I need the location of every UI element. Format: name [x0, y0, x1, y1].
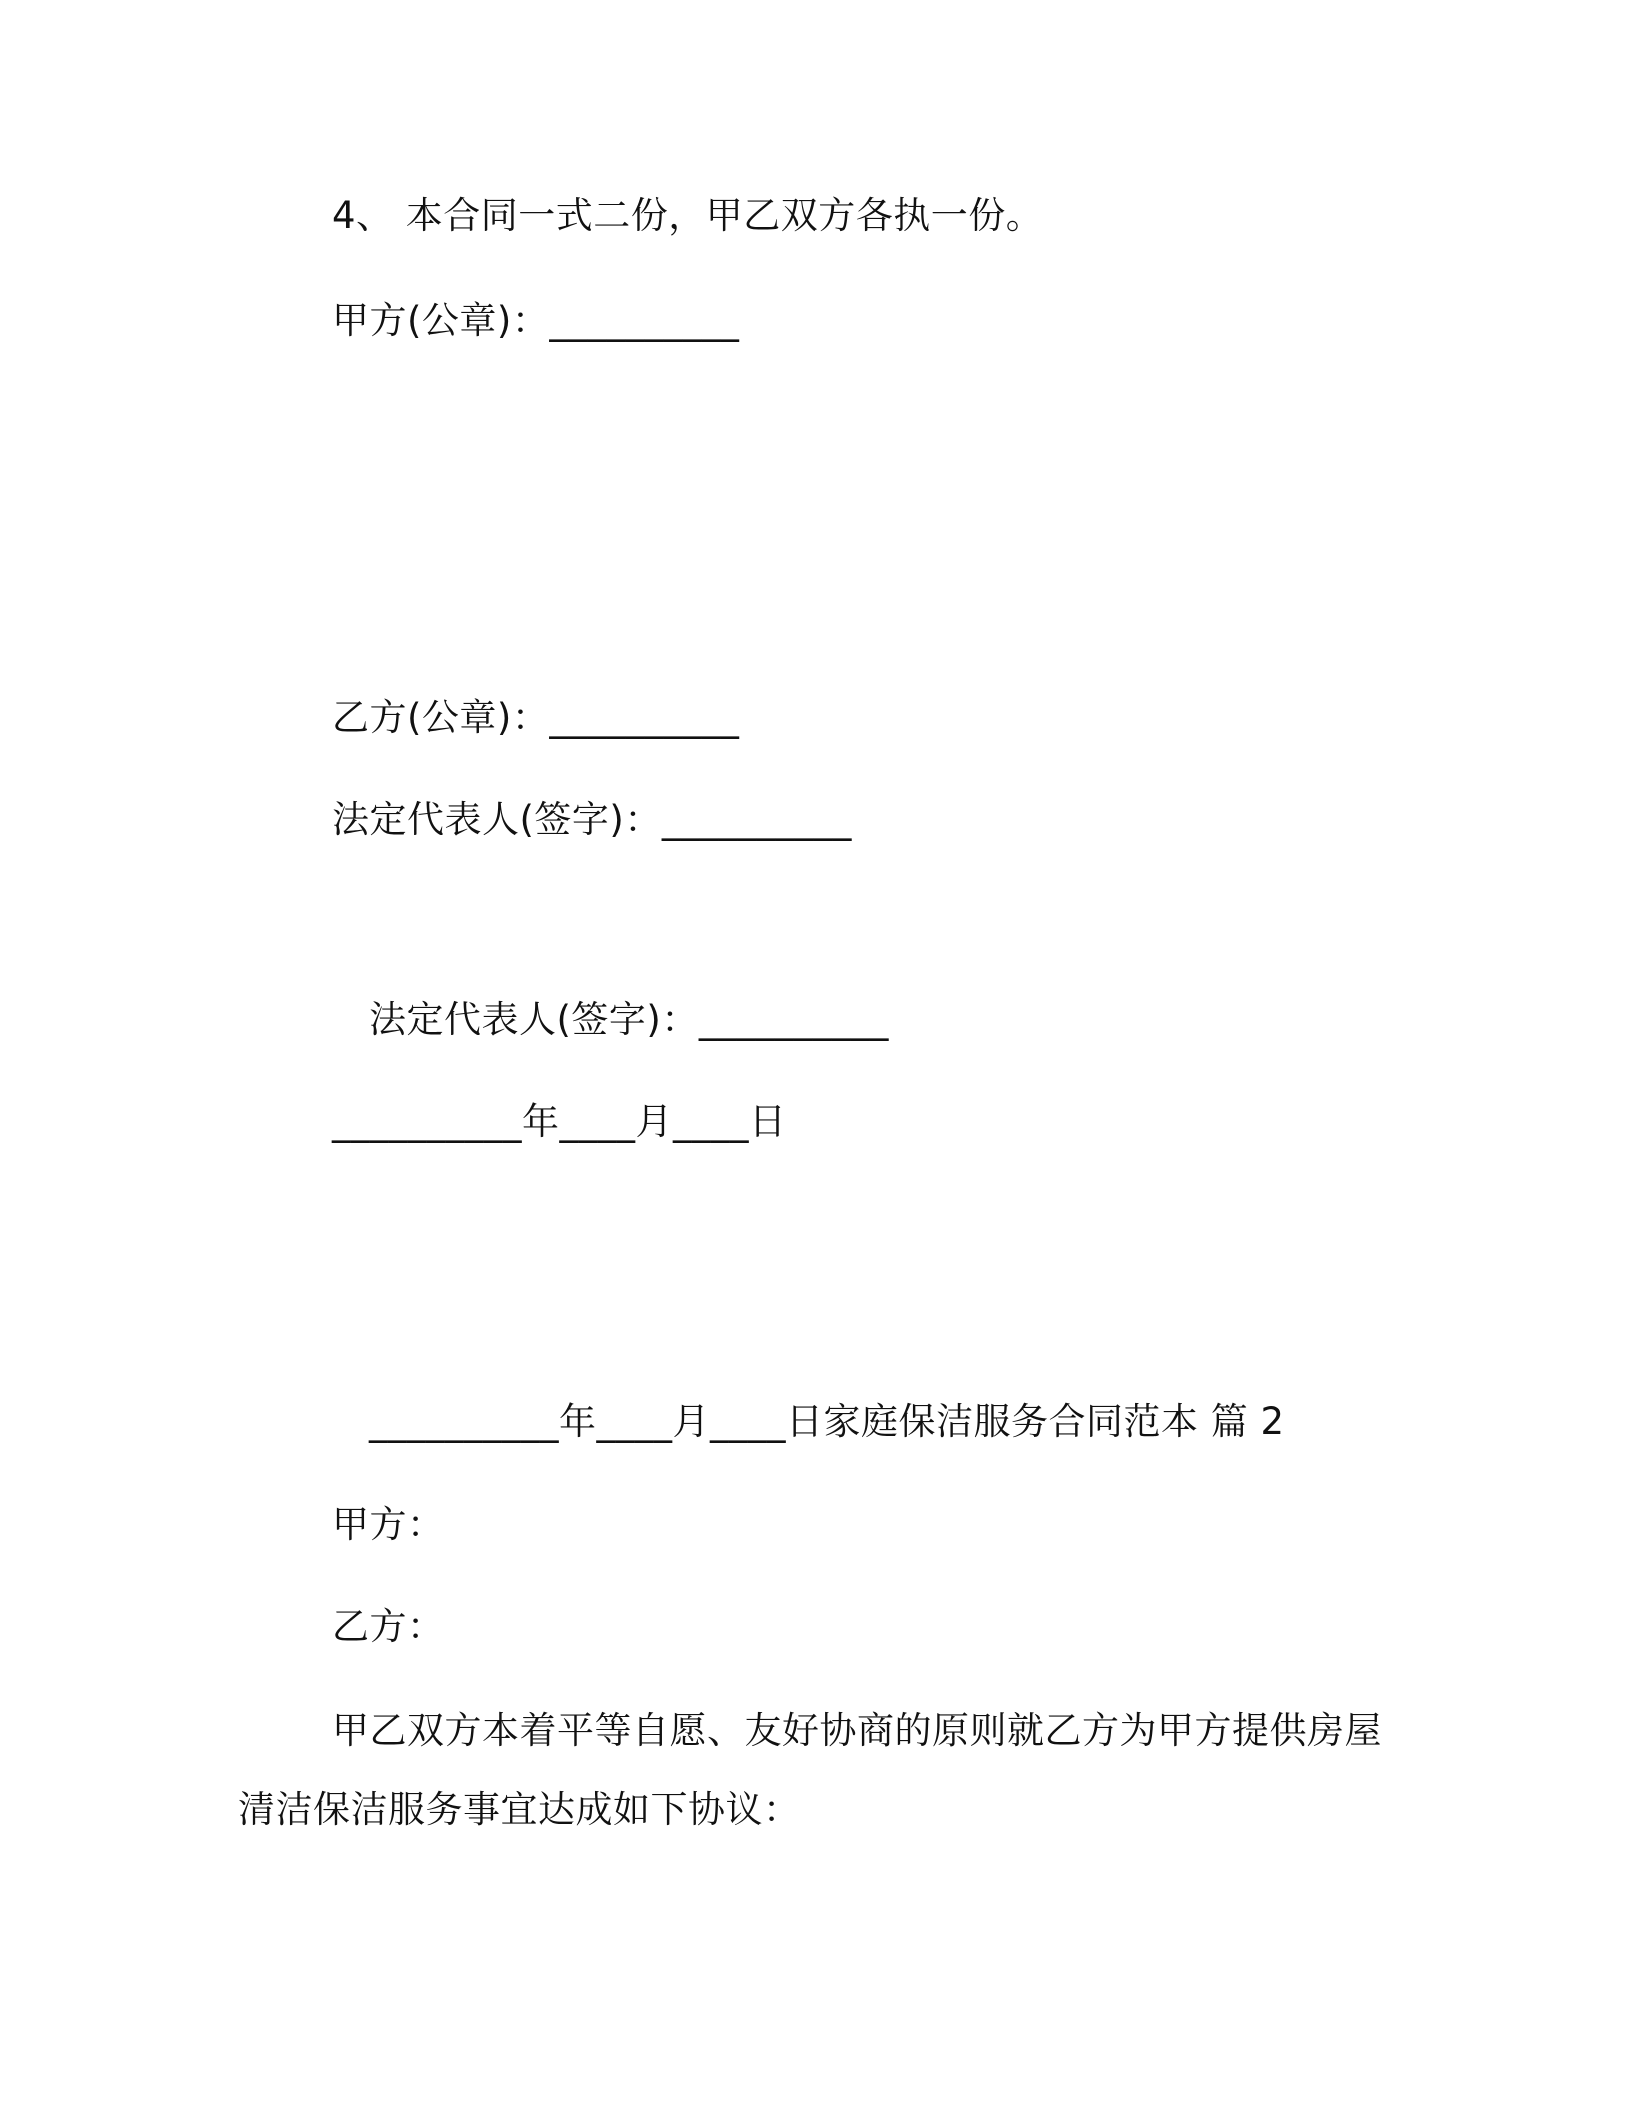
legal-representative-signature-line: 法定代表人(签字)：__________ [332, 798, 852, 841]
party-b-seal-line: 乙方(公章)：__________ [332, 696, 740, 739]
legal-representative-signature-line-2: 法定代表人(签字)：__________ [369, 998, 889, 1041]
clause-4-copies: 4、 本合同一式二份，甲乙双方各执一份。 [332, 194, 1044, 237]
party-a-seal-line: 甲方(公章)：__________ [332, 299, 740, 342]
signing-date-line: __________年____月____日 [332, 1100, 787, 1143]
party-b-label: 乙方： [332, 1605, 445, 1648]
agreement-paragraph-line-1: 甲乙双方本着平等自愿、友好协商的原则就乙方为甲方提供房屋 [332, 1709, 1382, 1752]
agreement-paragraph-line-2: 清洁保洁服务事宜达成如下协议： [238, 1788, 801, 1831]
section-heading: __________年____月____日家庭保洁服务合同范本 篇 2 [369, 1400, 1285, 1443]
party-a-label: 甲方： [332, 1503, 445, 1546]
